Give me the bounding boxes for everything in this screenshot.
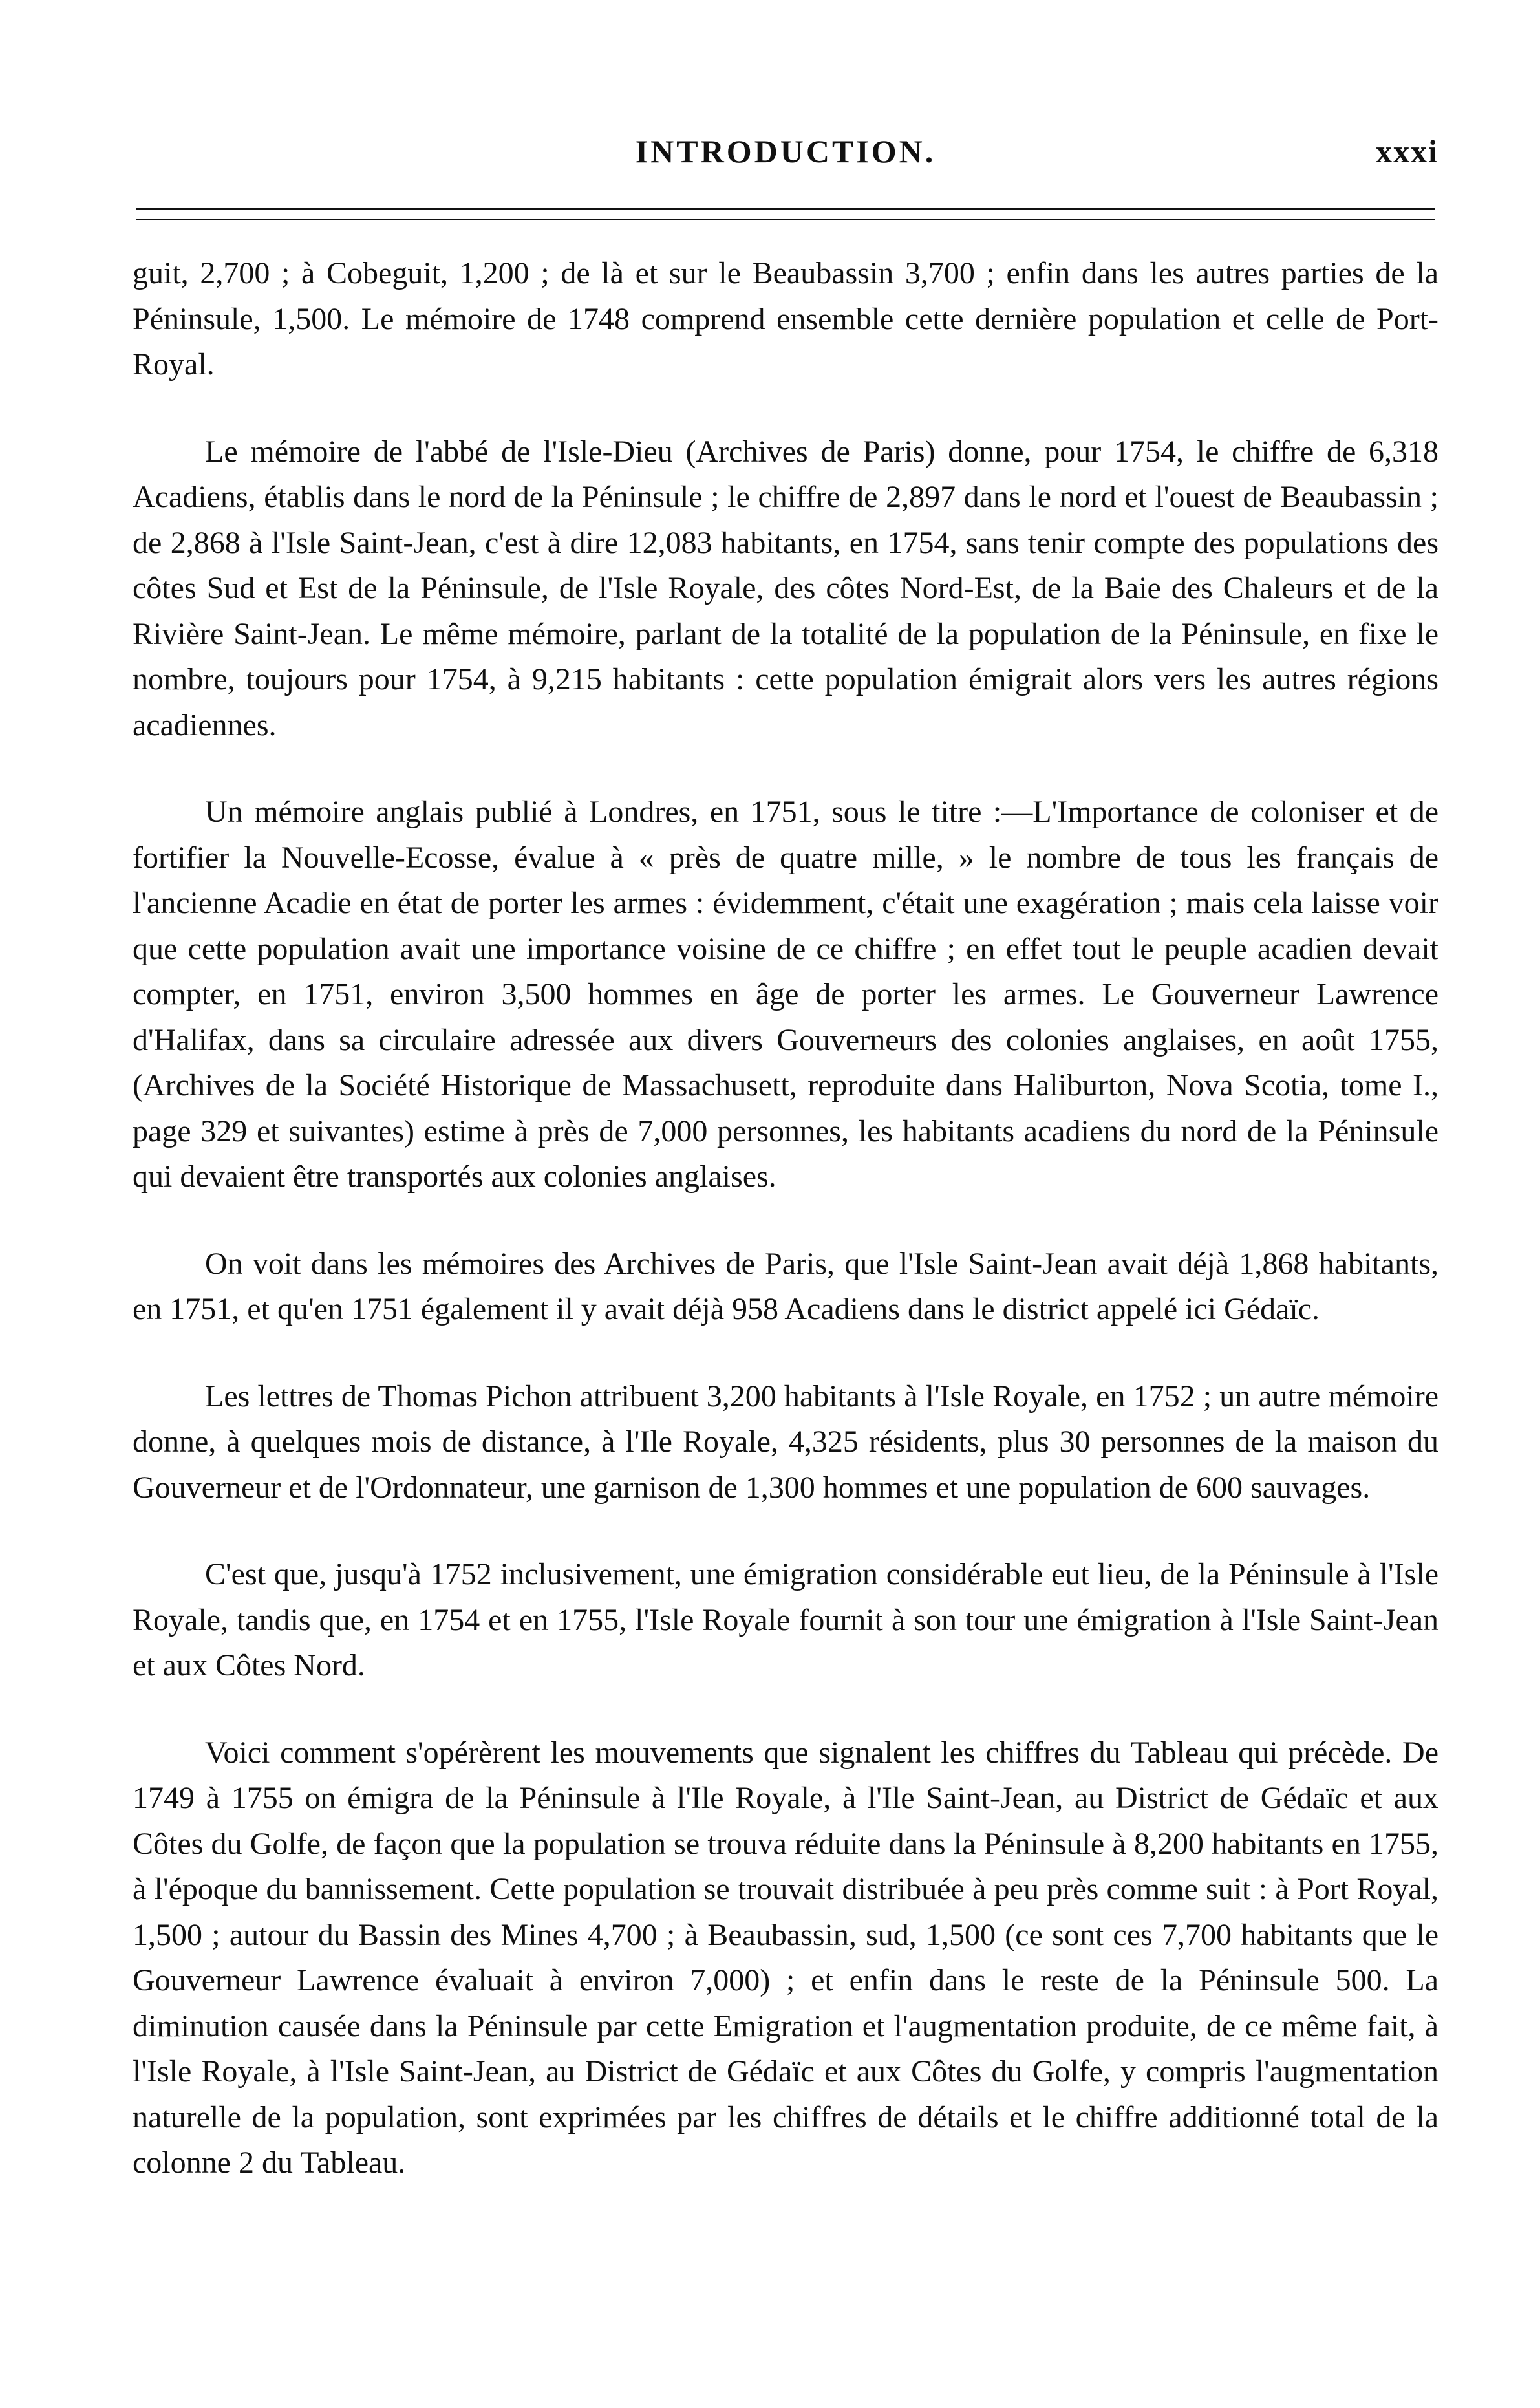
page-number: xxxi	[1376, 133, 1438, 169]
paragraph-6: C'est que, jusqu'à 1752 inclusivement, une émigration considérable eut lieu, de la Péninsule à l'Isle Royale, tandis que, en 1754 et en 1755, l'Isle Royale fournit à son tour une émigration à l'Isle Saint-Jean et aux Côtes Nord.	[133, 1557, 1438, 1682]
paragraph-3: Un mémoire anglais publié à Londres, en 1751, sous le titre :—L'Importance de coloniser et de fortifier la Nouvelle-Ecosse, évalue à « près de quatre mille, » le nombre de tous les français de l'ancienne Acadie en état de porter les armes : évidemment, c'était une exagération ; mais cela laisse voir que cette population avait une importance voisine de ce chiffre ; en effet tout le peuple acadien devait compter, en 1751, environ 3,500 hommes en âge de porter les armes. Le Gouverneur Lawrence d'Halifax, dans sa circulaire adressée aux divers Gouverneurs des colonies anglaises, en août 1755, (Archives de la Société Historique de Massachusett, reproduite dans Haliburton, Nova Scotia, tome I., page 329 et suivantes) estime à près de 7,000 personnes, les habitants acadiens du nord de la Péninsule qui devaient être transportés aux colonies anglaises.	[133, 795, 1438, 1194]
paragraph-4: On voit dans les mémoires des Archives de Paris, que l'Isle Saint-Jean avait déjà 1,868 habitants, en 1751, et qu'en 1751 également il y avait déjà 958 Acadiens dans le district appelé ici Gédaïc.	[133, 1246, 1438, 1326]
paragraph-5: Les lettres de Thomas Pichon attribuent 3,200 habitants à l'Isle Royale, en 1752 ; un autre mémoire donne, à quelques mois de distance, à l'Ile Royale, 4,325 résidents, plus 30 personnes de la maison du Gouverneur et de l'Ordonnateur, une garnison de 1,300 hommes et une population de 600 sauvages.	[133, 1379, 1438, 1505]
running-title: INTRODUCTION.	[635, 133, 936, 169]
header-rule-thin	[136, 219, 1435, 220]
body-text	[133, 251, 1438, 2186]
paragraph-2: Le mémoire de l'abbé de l'Isle-Dieu (Archives de Paris) donne, pour 1754, le chiffre de 6,318 Acadiens, établis dans le nord de la Péninsule ; le chiffre de 2,897 dans le nord et l'ouest de Beaubassin ; de 2,868 à l'Isle Saint-Jean, c'est à dire 12,083 habitants, en 1754, sans tenir compte des populations des côtes Sud et Est de la Péninsule, de l'Isle Royale, des côtes Nord-Est, de la Baie des Chaleurs et de la Rivière Saint-Jean. Le même mémoire, parlant de la totalité de la population de la Péninsule, en fixe le nombre, toujours pour 1754, à 9,215 habitants : cette population émigrait alors vers les autres régions acadiennes.	[133, 434, 1438, 742]
paragraph-7: Voici comment s'opérèrent les mouvements que signalent les chiffres du Tableau qui précède. De 1749 à 1755 on émigra de la Péninsule à l'Ile Royale, à l'Ile Saint-Jean, au District de Gédaïc et aux Côtes du Golfe, de façon que la population se trouva réduite dans la Péninsule à 8,200 habitants en 1755, à l'époque du bannissement. Cette population se trouvait distribuée à peu près comme suit : à Port Royal, 1,500 ; autour du Bassin des Mines 4,700 ; à Beaubassin, sud, 1,500 (ce sont ces 7,700 habitants que le Gouverneur Lawrence évaluait à environ 7,000) ; et enfin dans le reste de la Péninsule 500. La diminution causée dans la Péninsule par cette Emigration et l'augmentation produite, de ce même fait, à l'Isle Royale, à l'Isle Saint-Jean, au District de Gédaïc et aux Côtes du Golfe, y compris l'augmentation naturelle de la population, sont exprimées par les chiffres de détails et le chiffre additionné total de la colonne 2 du Tableau.	[133, 1735, 1438, 2180]
paragraph-1: guit, 2,700 ; à Cobeguit, 1,200 ; de là et sur le Beaubassin 3,700 ; enfin dans les autres parties de la Péninsule, 1,500. Le mémoire de 1748 comprend ensemble cette dernière population et celle de Port-Royal.	[133, 256, 1438, 382]
header-rule-thick	[136, 208, 1435, 210]
page-header	[133, 133, 1438, 178]
